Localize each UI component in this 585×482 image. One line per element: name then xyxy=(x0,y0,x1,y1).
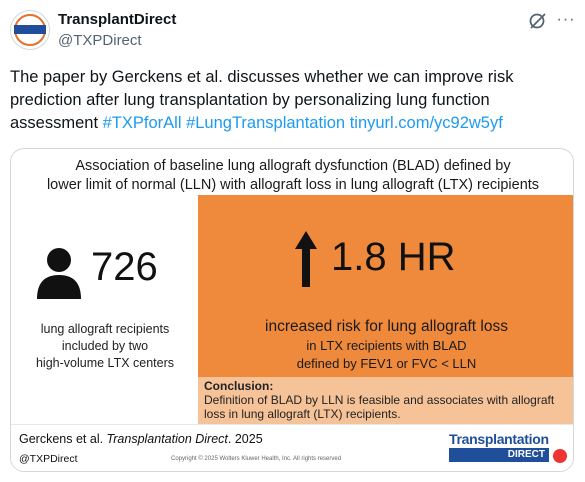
author-name[interactable]: TransplantDirect xyxy=(58,11,177,28)
avatar-logo-band xyxy=(14,25,46,34)
card-title-line-2: lower limit of normal (LLN) with allograft loss in lung allograft (LTX) recipients xyxy=(46,177,540,193)
media-card[interactable] xyxy=(10,148,574,472)
recipient-description-line-1: lung allograft recipients xyxy=(40,322,170,336)
journal-logo-line-2: DIRECT xyxy=(449,448,549,462)
citation xyxy=(19,432,263,446)
tweet-link[interactable]: tinyurl.com/yc92w5yf xyxy=(349,114,503,132)
recipients-panel xyxy=(11,195,196,424)
card-footer xyxy=(11,424,574,472)
person-icon xyxy=(35,247,83,299)
recipient-description xyxy=(15,321,195,372)
more-icon[interactable]: ··· xyxy=(556,11,576,28)
journal-seal-icon xyxy=(553,449,567,463)
journal-logo xyxy=(449,431,571,467)
conclusion-title: Conclusion: xyxy=(204,379,274,393)
arrow-up-icon xyxy=(295,231,317,287)
citation-authors: Gerckens et al. xyxy=(19,432,107,446)
tweet-text xyxy=(10,66,578,135)
tweet-header xyxy=(0,0,585,62)
hazard-ratio-description xyxy=(198,317,574,373)
recipient-description-line-2: included by two xyxy=(61,339,149,353)
card-title xyxy=(11,157,574,195)
journal-logo-line-1: Transplantation xyxy=(449,431,549,447)
copyright: Copyright © 2025 Wolters Kluwer Health, Inc. All rights reserved xyxy=(171,456,342,462)
citation-journal: Transplantation Direct xyxy=(106,432,228,446)
citation-year: . 2025 xyxy=(227,432,263,446)
card-title-line-1: Association of baseline lung allograft dysfunction (BLAD) defined by xyxy=(75,158,511,174)
author-handle[interactable]: @TXPDirect xyxy=(58,32,142,49)
tweet-body: The paper by Gerckens et al. discusses whether we can improve risk prediction after lung transplantation by personalizing lung function assessment xyxy=(10,68,514,132)
recipient-count: 726 xyxy=(91,245,158,289)
conclusion-box xyxy=(198,377,574,424)
hazard-ratio-description-line-2: in LTX recipients with BLAD xyxy=(306,338,467,353)
recipient-description-line-3: high-volume LTX centers xyxy=(35,356,175,370)
hazard-ratio-description-line-3: defined by FEV1 or FVC < LLN xyxy=(296,356,477,371)
avatar[interactable] xyxy=(10,10,50,50)
hazard-ratio-value: 1.8 HR xyxy=(331,235,456,279)
footer-handle: @TXPDirect xyxy=(19,453,78,465)
hashtag-lungtransplantation[interactable]: #LungTransplantation xyxy=(186,114,346,132)
hashtag-txpforall[interactable]: #TXPforAll xyxy=(102,114,182,132)
grok-icon[interactable] xyxy=(528,11,548,31)
conclusion-text: Definition of BLAD by LLN is feasible and associates with allograft loss in lung allograft (LTX) recipients. xyxy=(204,393,555,421)
hazard-ratio-description-line-1: increased risk for lung allograft loss xyxy=(265,318,508,335)
